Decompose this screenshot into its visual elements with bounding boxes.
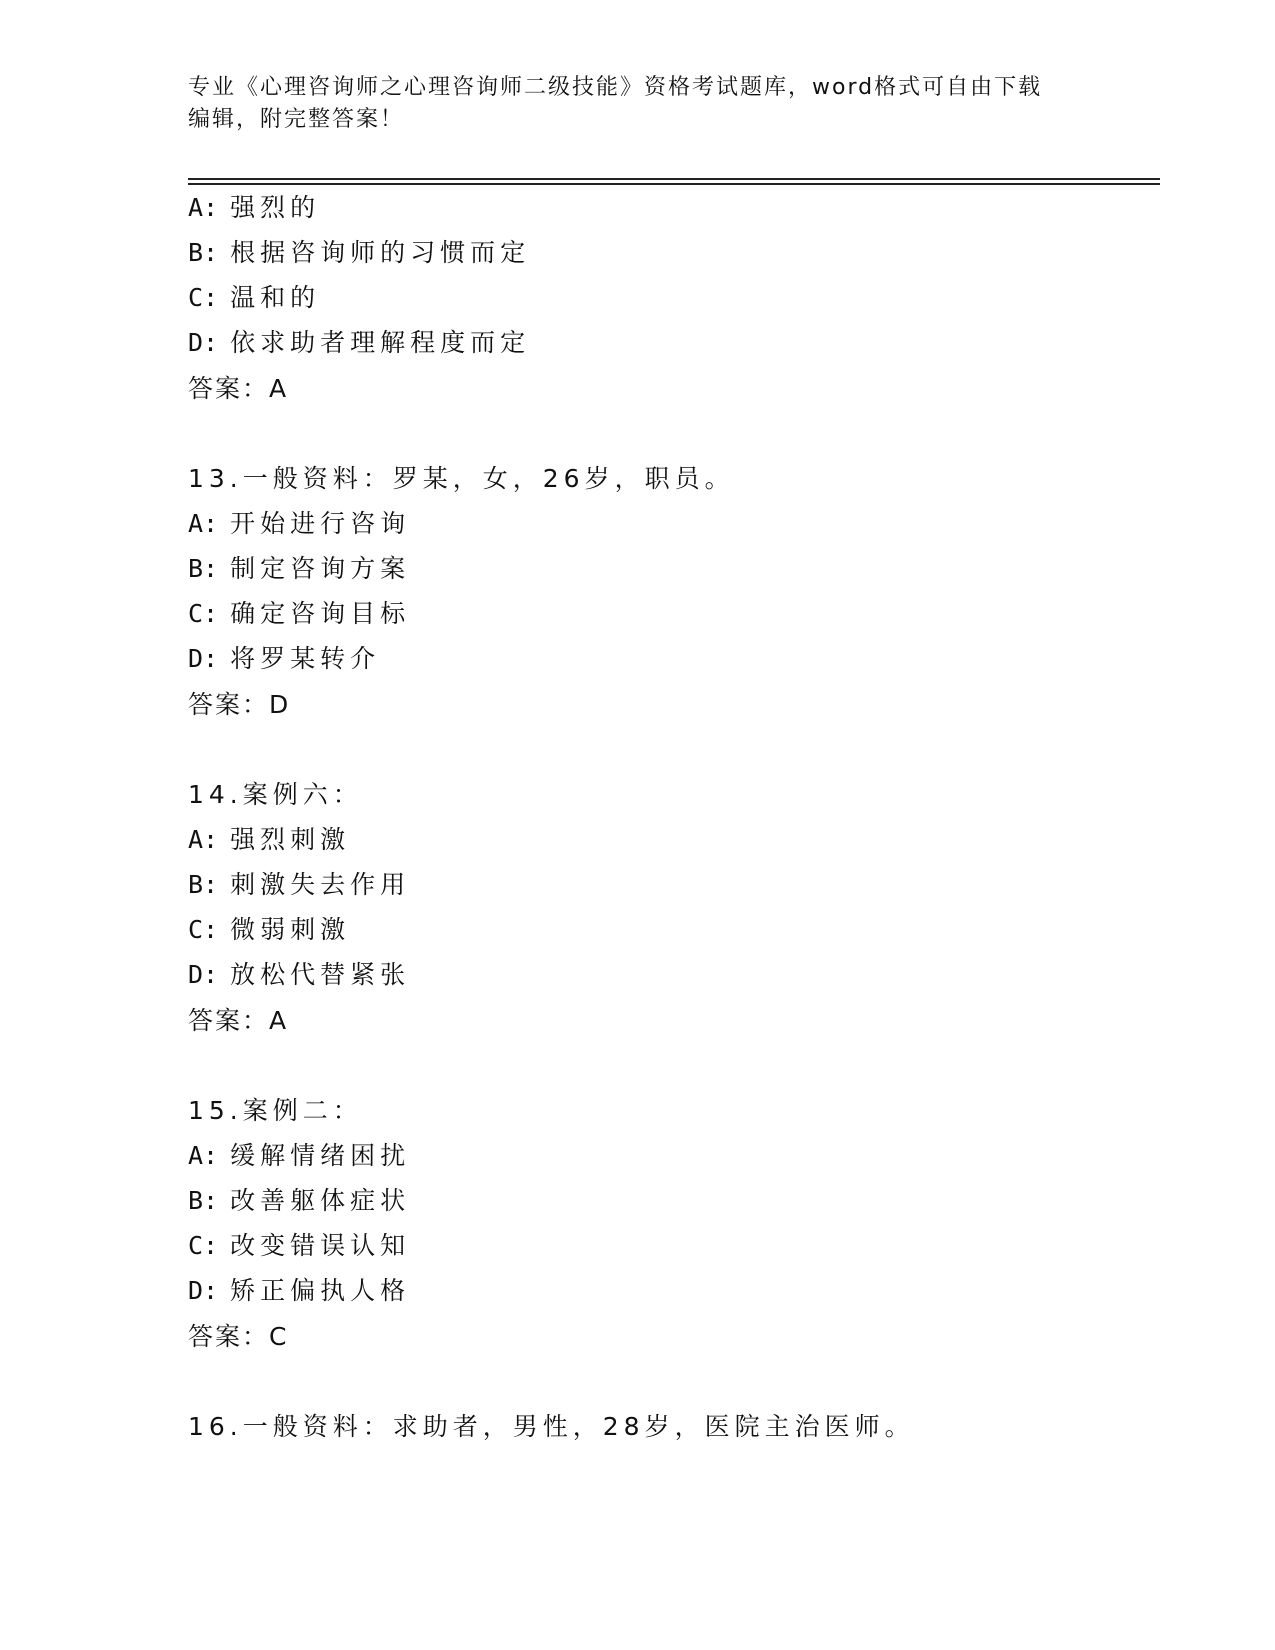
q12-answer: 答案：A bbox=[188, 374, 289, 403]
q15-answer: 答案：C bbox=[188, 1322, 289, 1351]
option-text: 缓解情绪困扰 bbox=[230, 1141, 411, 1170]
option-label: D: bbox=[188, 328, 219, 357]
q13-option-b bbox=[188, 552, 410, 586]
q16-stem: 16.一般资料：求助者，男性，28岁，医院主治医师。 bbox=[188, 1412, 915, 1441]
q12-option-c bbox=[188, 281, 320, 315]
document-header bbox=[188, 72, 1088, 136]
header-line-1: 专业《心理咨询师之心理咨询师二级技能》资格考试题库，word格式可自由下载 bbox=[188, 75, 1043, 100]
option-text: 改善躯体症状 bbox=[230, 1186, 411, 1215]
q13-option-a bbox=[188, 507, 410, 541]
option-label: C: bbox=[188, 599, 219, 628]
q13-answer: 答案：D bbox=[188, 690, 291, 719]
q14-option-c bbox=[188, 913, 350, 947]
option-label: D: bbox=[188, 644, 219, 673]
q12-option-b bbox=[188, 236, 530, 270]
option-label: B: bbox=[188, 238, 219, 267]
option-text: 放松代替紧张 bbox=[230, 960, 411, 989]
option-label: C: bbox=[188, 283, 219, 312]
option-label: B: bbox=[188, 870, 219, 899]
q15-option-b bbox=[188, 1184, 410, 1218]
q14-stem: 14.案例六： bbox=[188, 780, 363, 809]
option-label: A: bbox=[188, 825, 219, 854]
option-text: 将罗某转介 bbox=[230, 644, 381, 673]
q15-stem: 15.案例二： bbox=[188, 1096, 363, 1125]
q12-option-d bbox=[188, 326, 530, 360]
q15-option-c bbox=[188, 1229, 410, 1263]
q14-option-d bbox=[188, 958, 410, 992]
option-label: B: bbox=[188, 1186, 219, 1215]
q14-option-b bbox=[188, 868, 410, 902]
q14-answer: 答案：A bbox=[188, 1006, 289, 1035]
q15-option-d bbox=[188, 1274, 410, 1308]
option-text: 制定咨询方案 bbox=[230, 554, 411, 583]
header-line-2: 编辑，附完整答案！ bbox=[188, 107, 405, 132]
option-text: 根据咨询师的习惯而定 bbox=[230, 238, 531, 267]
option-label: A: bbox=[188, 1141, 219, 1170]
option-text: 改变错误认知 bbox=[230, 1231, 411, 1260]
q13-option-c bbox=[188, 597, 410, 631]
header-divider-top bbox=[188, 178, 1160, 180]
option-text: 依求助者理解程度而定 bbox=[230, 328, 531, 357]
option-label: D: bbox=[188, 960, 219, 989]
option-label: C: bbox=[188, 915, 219, 944]
option-text: 开始进行咨询 bbox=[230, 509, 411, 538]
option-text: 温和的 bbox=[230, 283, 321, 312]
option-text: 强烈的 bbox=[230, 193, 321, 222]
option-label: C: bbox=[188, 1231, 219, 1260]
option-text: 确定咨询目标 bbox=[230, 599, 411, 628]
q13-stem: 13.一般资料：罗某，女，26岁，职员。 bbox=[188, 464, 735, 493]
option-text: 强烈刺激 bbox=[230, 825, 351, 854]
option-text: 矫正偏执人格 bbox=[230, 1276, 411, 1305]
q13-option-d bbox=[188, 642, 380, 676]
header-divider-bottom bbox=[188, 183, 1160, 185]
option-label: D: bbox=[188, 1276, 219, 1305]
option-label: A: bbox=[188, 509, 219, 538]
option-label: B: bbox=[188, 554, 219, 583]
option-text: 刺激失去作用 bbox=[230, 870, 411, 899]
q12-option-a bbox=[188, 191, 320, 225]
option-text: 微弱刺激 bbox=[230, 915, 351, 944]
q15-option-a bbox=[188, 1139, 410, 1173]
option-label: A: bbox=[188, 193, 219, 222]
q14-option-a bbox=[188, 823, 350, 857]
